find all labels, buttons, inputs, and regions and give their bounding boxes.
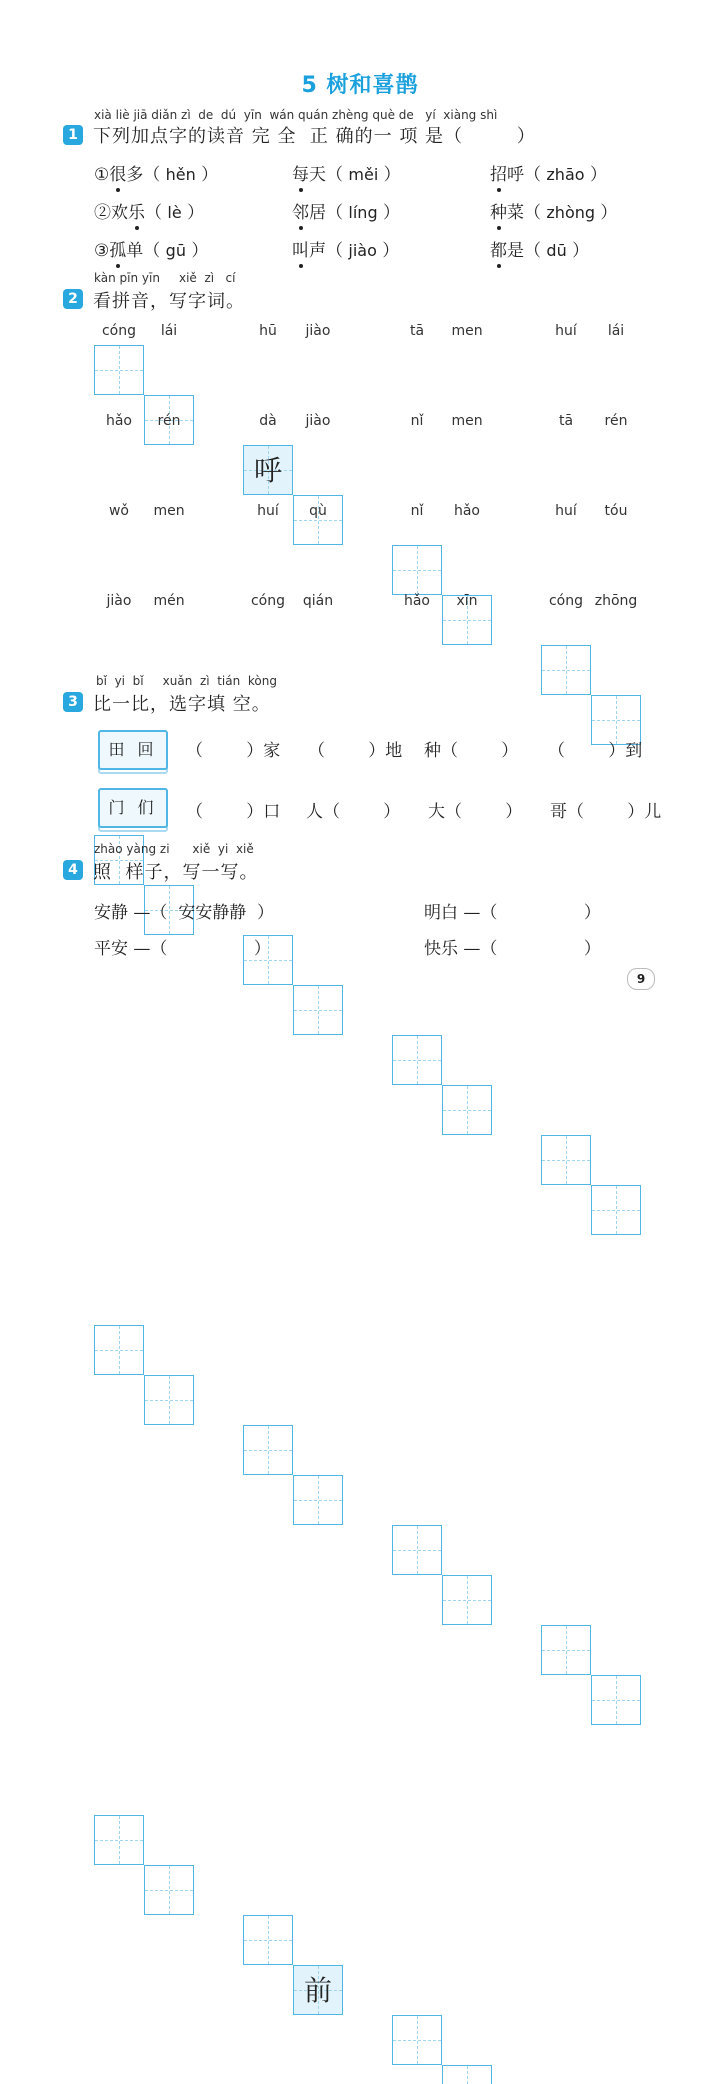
q1-option-py: jiào — [348, 241, 377, 260]
pinyin-label: qián — [302, 593, 334, 609]
writing-cell[interactable] — [94, 835, 144, 885]
cell-character — [294, 986, 342, 1034]
q2-text: 看拼音，写字词。 — [93, 291, 245, 312]
pinyin-label: nǐ — [410, 503, 424, 519]
writing-cell[interactable] — [293, 1965, 343, 2015]
pinyin-label: huí — [555, 503, 577, 519]
cell-character — [443, 1576, 491, 1624]
answer-line[interactable]: 明白 —（ ） — [424, 903, 601, 923]
writing-cell[interactable] — [94, 1325, 144, 1375]
q1-option-py: zhòng — [546, 203, 596, 222]
pinyin-label: dà — [259, 413, 277, 429]
pinyin-label: qù — [309, 503, 327, 519]
writing-cell[interactable] — [591, 695, 641, 745]
writing-cell[interactable] — [144, 1865, 194, 1915]
q1-option-b: 乐 — [128, 198, 145, 223]
q1-option-py: dū — [546, 241, 567, 260]
cell-character — [145, 1866, 193, 1914]
writing-cell[interactable] — [591, 1675, 641, 1725]
cell-character — [95, 1326, 143, 1374]
cell-character — [95, 1816, 143, 1864]
cell-character — [443, 2066, 491, 2084]
fill-blank[interactable]: 人（ ） — [306, 802, 401, 822]
q1-text: 下列加点字的读音 完 全 正 确的一 项 是（ ） — [93, 126, 536, 147]
cell-character — [542, 1626, 590, 1674]
q1-option-py: měi — [348, 165, 379, 184]
cell-character — [294, 1476, 342, 1524]
page-number: 9 — [627, 968, 655, 990]
q4-text: 照 样子，写一写。 — [93, 862, 259, 883]
q1-option-py: líng — [348, 203, 378, 222]
q1-option-b: 呼 — [507, 165, 524, 185]
q1-option: 叫声（ jiào ） — [292, 236, 399, 261]
q1-number: 1 — [63, 125, 83, 145]
q1-option-pre: ① — [94, 165, 110, 185]
q1-option-a: 种 — [490, 198, 507, 223]
pinyin-label: hǎo — [105, 413, 133, 429]
cell-character — [393, 2016, 441, 2064]
cell-character — [95, 836, 143, 884]
q1-option: ①很多（ hěn ） — [94, 160, 218, 185]
cell-character — [294, 496, 342, 544]
fill-blank[interactable]: 大（ ） — [428, 802, 523, 822]
writing-cell[interactable] — [144, 395, 194, 445]
cell-character — [592, 1676, 640, 1724]
pinyin-label: tā — [409, 323, 425, 339]
pinyin-label: mén — [153, 593, 185, 609]
fill-blank[interactable]: 种（ ） — [424, 741, 519, 761]
writing-cell[interactable] — [243, 445, 293, 495]
cell-character — [244, 936, 292, 984]
cell-character — [592, 1186, 640, 1234]
pinyin-label: rén — [604, 413, 628, 429]
cell-character — [244, 1916, 292, 1964]
q1-option-a: 每 — [292, 160, 309, 185]
writing-cell[interactable] — [442, 1575, 492, 1625]
q1-option-b: 天 — [309, 165, 326, 185]
writing-cell[interactable] — [392, 545, 442, 595]
writing-cell[interactable] — [293, 1475, 343, 1525]
pinyin-label: jiào — [305, 323, 331, 339]
fill-blank[interactable]: （ ）家 — [186, 741, 281, 761]
char-card-2: 门 们 — [98, 788, 168, 828]
q1-option-a: 都 — [490, 236, 507, 261]
pinyin-label: tā — [558, 413, 574, 429]
pinyin-label: jiào — [106, 593, 132, 609]
q2-number: 2 — [63, 289, 83, 309]
q3-text: 比一比，选字填 空。 — [93, 694, 271, 715]
cell-character: 前 — [303, 1974, 332, 2007]
pinyin-label: huí — [257, 503, 279, 519]
q1-option-a: 很 — [109, 160, 126, 185]
pinyin-label: zhōng — [594, 593, 638, 609]
writing-cell[interactable] — [243, 1425, 293, 1475]
cell-character — [393, 546, 441, 594]
pinyin-label: cóng — [101, 323, 137, 339]
writing-cell[interactable] — [392, 1525, 442, 1575]
pinyin-label: cóng — [250, 593, 286, 609]
answer-line[interactable]: 快乐 —（ ） — [424, 939, 601, 959]
pinyin-label: hǎo — [453, 503, 481, 519]
cell-character — [95, 346, 143, 394]
q1-option-b: 多 — [126, 165, 144, 185]
q1-option-py: gū — [165, 241, 186, 260]
pinyin-label: cóng — [548, 593, 584, 609]
cell-character — [145, 396, 193, 444]
pinyin-label: jiào — [305, 413, 331, 429]
q1-option-a: 邻 — [292, 198, 309, 223]
cell-character — [542, 1136, 590, 1184]
q1-option-b: 菜 — [507, 203, 524, 223]
writing-cell[interactable] — [243, 1915, 293, 1965]
answer-line[interactable]: 平安 —（ ） — [94, 939, 271, 959]
q1-option-py: hěn — [165, 165, 196, 184]
q1-option-b: 是 — [507, 241, 524, 261]
writing-cell[interactable] — [591, 1185, 641, 1235]
writing-cell[interactable] — [442, 1085, 492, 1135]
pinyin-label: nǐ — [410, 413, 424, 429]
writing-cell[interactable] — [541, 645, 591, 695]
pinyin-label: men — [451, 323, 483, 339]
pinyin-label: tóu — [604, 503, 628, 519]
q4-pinyin: zhào yàng zi xiě yi xiě — [94, 842, 254, 856]
q3-number: 3 — [63, 692, 83, 712]
q4-number: 4 — [63, 860, 83, 880]
q1-option-a: 孤 — [109, 236, 126, 261]
writing-cell[interactable] — [541, 1625, 591, 1675]
q1-option-a: 欢 — [111, 203, 128, 223]
q1-option-a: 招 — [490, 160, 507, 185]
q1-option: 邻居（ líng ） — [292, 198, 400, 223]
example-answer: 安静 —（ 安安静静 ） — [94, 903, 275, 923]
cell-character — [393, 1526, 441, 1574]
pinyin-label: hǎo — [403, 593, 431, 609]
writing-cell[interactable] — [442, 595, 492, 645]
q1-option: 招呼（ zhāo ） — [490, 160, 607, 185]
writing-cell[interactable] — [293, 985, 343, 1035]
cell-character — [244, 1426, 292, 1474]
pinyin-label: hū — [259, 323, 277, 339]
cell-character — [145, 886, 193, 934]
q1-option-pre: ③ — [94, 241, 110, 261]
q1-option-a: 叫 — [292, 236, 309, 261]
cell-character — [443, 1086, 491, 1134]
q1-option: 种菜（ zhòng ） — [490, 198, 617, 223]
q1-option-b: 单 — [126, 241, 144, 261]
q1-option: 每天（ měi ） — [292, 160, 401, 185]
cell-character — [443, 596, 491, 644]
writing-cell[interactable] — [243, 935, 293, 985]
writing-cell[interactable] — [392, 2015, 442, 2065]
q1-option: ③孤单（ gū ） — [94, 236, 208, 261]
q1-option-py: zhāo — [546, 165, 585, 184]
pinyin-label: wǒ — [108, 503, 129, 519]
writing-cell[interactable] — [94, 1815, 144, 1865]
q1-pinyin: xià liè jiā diǎn zì de dú yīn wán quán zhèng què de yí xiàng shì — [94, 108, 498, 122]
q1-option-py: lè — [167, 203, 182, 222]
fill-blank[interactable]: （ ）地 — [308, 741, 403, 761]
cell-character — [542, 646, 590, 694]
cell-character — [393, 1036, 441, 1084]
writing-cell[interactable] — [94, 345, 144, 395]
cell-character — [145, 1376, 193, 1424]
char-card-1: 田 回 — [98, 730, 168, 770]
writing-cell[interactable] — [293, 495, 343, 545]
cell-character — [592, 696, 640, 744]
pinyin-label: men — [153, 503, 185, 519]
q1-option-b: 居 — [309, 203, 326, 223]
q3-pinyin: bǐ yi bǐ xuǎn zì tián kòng — [96, 674, 277, 688]
writing-cell[interactable] — [144, 1375, 194, 1425]
pinyin-label: rén — [157, 413, 181, 429]
pinyin-label: lái — [607, 323, 625, 339]
fill-blank[interactable]: （ ）口 — [186, 802, 281, 822]
q1-option: ②欢乐（ lè ） — [94, 198, 204, 223]
q2-pinyin: kàn pīn yīn xiě zì cí — [94, 271, 236, 285]
writing-cell[interactable] — [442, 2065, 492, 2084]
lesson-title: 5 树和喜鹊 — [301, 73, 419, 98]
pinyin-label: lái — [160, 323, 178, 339]
cell-character: 呼 — [253, 454, 282, 487]
writing-cell[interactable] — [392, 1035, 442, 1085]
q1-option-b: 声 — [309, 241, 326, 261]
q1-option-pre: ② — [94, 203, 111, 223]
writing-cell[interactable] — [541, 1135, 591, 1185]
pinyin-label: men — [451, 413, 483, 429]
writing-cell[interactable] — [144, 885, 194, 935]
pinyin-label: xīn — [456, 593, 478, 609]
q1-option: 都是（ dū ） — [490, 236, 589, 261]
fill-blank[interactable]: 哥（ ）儿 — [550, 802, 662, 822]
fill-blank[interactable]: （ ）到 — [548, 741, 643, 761]
pinyin-label: huí — [555, 323, 577, 339]
